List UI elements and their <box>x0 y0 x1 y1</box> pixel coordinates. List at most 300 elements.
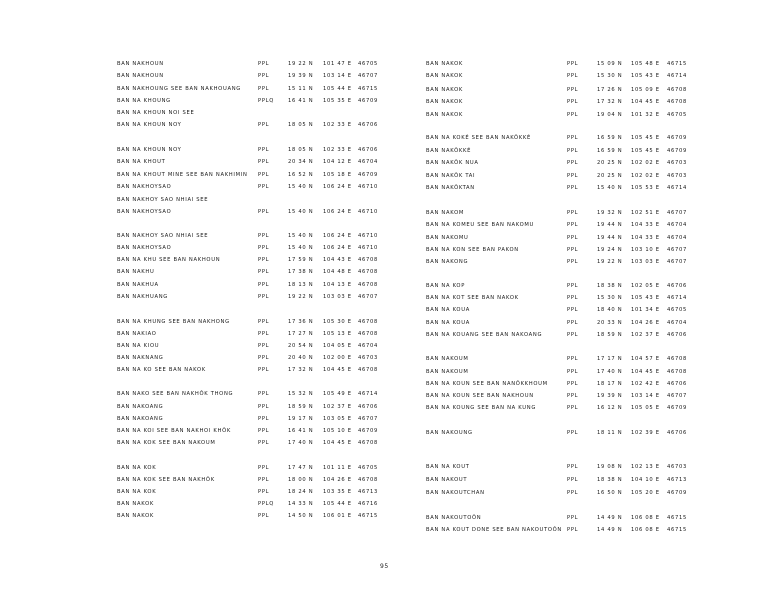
entry-name: BAN NAKHOYSAO <box>117 245 172 251</box>
entry-ref: 46703 <box>667 464 688 470</box>
entry-lon: 103 14 E <box>323 73 352 79</box>
entry-lat: 20 54 N <box>288 343 314 349</box>
entry-ref: 46708 <box>667 99 688 105</box>
entry-type: PPL <box>567 393 579 399</box>
entry-ref: 46707 <box>667 247 688 253</box>
entry-ref: 46715 <box>667 61 688 67</box>
entry-type: PPL <box>258 331 270 337</box>
entry-lat: 18 59 N <box>288 404 314 410</box>
entry-ref: 46714 <box>358 391 379 397</box>
entry-lat: 15 40 N <box>597 185 623 191</box>
entry-ref: 46706 <box>358 147 379 153</box>
entry-lat: 17 26 N <box>597 87 623 93</box>
entry-lon: 105 43 E <box>631 295 660 301</box>
entry-type: PPL <box>567 112 579 118</box>
entry-lon: 103 05 E <box>323 416 352 422</box>
entry-type: PPL <box>258 440 270 446</box>
entry-name: BAN NAKOK <box>426 112 463 118</box>
entry-lat: 15 40 N <box>288 184 314 190</box>
entry-lat: 19 17 N <box>288 416 314 422</box>
entry-ref: 46708 <box>358 367 379 373</box>
entry-name: BAN NA KOUT DONE SEE BAN NAKOUTOÔN <box>426 527 562 533</box>
entry-name: BAN NA KOI SEE BAN NAKHOI KHÔK <box>117 428 232 434</box>
entry-lat: 19 08 N <box>597 464 623 470</box>
entry-lon: 105 10 E <box>323 428 352 434</box>
entry-ref: 46706 <box>358 122 379 128</box>
entry-type: PPL <box>258 391 270 397</box>
entry-ref: 46710 <box>358 245 379 251</box>
entry-lat: 17 32 N <box>288 367 314 373</box>
entry-lat: 19 44 N <box>597 235 623 241</box>
entry-type: PPL <box>567 356 579 362</box>
entry-name: BAN NA KHOUNG <box>117 98 171 104</box>
entry-lon: 106 24 E <box>323 209 352 215</box>
entry-ref: 46705 <box>358 61 379 67</box>
entry-ref: 46708 <box>358 269 379 275</box>
entry-lat: 20 25 N <box>597 173 623 179</box>
entry-lon: 102 33 E <box>323 147 352 153</box>
entry-lat: 19 44 N <box>597 222 623 228</box>
entry-lat: 16 52 N <box>288 172 314 178</box>
entry-type: PPL <box>258 184 270 190</box>
entry-lat: 18 13 N <box>288 282 314 288</box>
entry-lon: 104 57 E <box>631 356 660 362</box>
entry-type: PPL <box>258 489 270 495</box>
entry-lat: 18 24 N <box>288 489 314 495</box>
entry-name: BAN NAKÔK TAI <box>426 173 476 179</box>
entry-ref: 46715 <box>667 527 688 533</box>
entry-type: PPL <box>567 73 579 79</box>
entry-name: BAN NA KOK <box>117 465 157 471</box>
entry-lon: 101 11 E <box>323 465 352 471</box>
entry-lat: 19 39 N <box>597 393 623 399</box>
entry-type: PPL <box>567 222 579 228</box>
entry-name: BAN NA KO SEE BAN NAKOK <box>117 367 206 373</box>
entry-lat: 15 40 N <box>288 209 314 215</box>
entry-ref: 46708 <box>667 369 688 375</box>
entry-type: PPL <box>258 269 270 275</box>
entry-ref: 46703 <box>667 173 688 179</box>
entry-name: BAN NA KON SEE BAN PAKON <box>426 247 519 253</box>
entry-lat: 14 49 N <box>597 527 623 533</box>
entry-type: PPL <box>567 259 579 265</box>
entry-type: PPL <box>258 73 270 79</box>
entry-name: BAN NAKOUTOÔN <box>426 515 482 521</box>
entry-lon: 104 43 E <box>323 257 352 263</box>
entry-name: BAN NAKOANG <box>117 416 164 422</box>
entry-lon: 104 05 E <box>323 343 352 349</box>
entry-lat: 15 30 N <box>597 73 623 79</box>
entry-name: BAN NA KHOUN NOY <box>117 122 182 128</box>
entry-type: PPL <box>258 477 270 483</box>
entry-lon: 104 33 E <box>631 222 660 228</box>
entry-lat: 18 40 N <box>597 307 623 313</box>
entry-ref: 46704 <box>667 235 688 241</box>
entry-name: BAN NA KOP <box>426 283 466 289</box>
entry-name: BAN NAKOK <box>117 501 154 507</box>
entry-ref: 46708 <box>358 282 379 288</box>
entry-lon: 104 45 E <box>631 99 660 105</box>
entry-lat: 14 49 N <box>597 515 623 521</box>
entry-name: BAN NAKHOY SAO NHIAI SEE <box>117 197 209 203</box>
entry-type: PPL <box>567 148 579 154</box>
entry-ref: 46715 <box>358 513 379 519</box>
entry-name: BAN NA KOT SEE BAN NAKOK <box>426 295 519 301</box>
entry-ref: 46706 <box>667 283 688 289</box>
entry-ref: 46703 <box>667 160 688 166</box>
entry-lon: 105 35 E <box>323 98 352 104</box>
entry-lon: 105 48 E <box>631 61 660 67</box>
entry-type: PPL <box>567 369 579 375</box>
entry-lon: 105 30 E <box>323 319 352 325</box>
entry-ref: 46707 <box>358 73 379 79</box>
entry-type: PPL <box>258 209 270 215</box>
entry-lon: 105 45 E <box>631 135 660 141</box>
entry-name: BAN NA KOUNG SEE BAN NA KUNG <box>426 405 537 411</box>
entry-name: BAN NA KHU SEE BAN NAKHOUN <box>117 257 221 263</box>
entry-type: PPL <box>567 490 579 496</box>
entry-lon: 105 05 E <box>631 405 660 411</box>
entry-ref: 46709 <box>358 98 379 104</box>
entry-type: PPL <box>567 283 579 289</box>
entry-type: PPL <box>567 210 579 216</box>
entry-lat: 15 40 N <box>288 245 314 251</box>
entry-type: PPL <box>258 513 270 519</box>
entry-lat: 15 11 N <box>288 86 314 92</box>
entry-name: BAN NAKHOUN <box>117 61 164 67</box>
entry-lon: 105 45 E <box>631 148 660 154</box>
entry-ref: 46707 <box>667 393 688 399</box>
entry-ref: 46704 <box>667 320 688 326</box>
entry-lat: 16 41 N <box>288 98 314 104</box>
entry-lon: 103 35 E <box>323 489 352 495</box>
entry-name: BAN NAKÔKTAN <box>426 185 475 191</box>
entry-type: PPL <box>567 515 579 521</box>
entry-lon: 102 33 E <box>323 122 352 128</box>
entry-ref: 46703 <box>358 355 379 361</box>
entry-name: BAN NA KIOU <box>117 343 160 349</box>
entry-lon: 102 05 E <box>631 283 660 289</box>
entry-type: PPL <box>258 159 270 165</box>
entry-lon: 104 45 E <box>323 367 352 373</box>
entry-lon: 102 00 E <box>323 355 352 361</box>
entry-name: BAN NAKHOUNG SEE BAN NAKHOUANG <box>117 86 241 92</box>
entry-type: PPL <box>567 307 579 313</box>
entry-type: PPL <box>567 295 579 301</box>
entry-ref: 46715 <box>358 86 379 92</box>
entry-lat: 17 17 N <box>597 356 623 362</box>
entry-lat: 17 36 N <box>288 319 314 325</box>
entry-lon: 101 34 E <box>631 307 660 313</box>
entry-type: PPL <box>258 61 270 67</box>
entry-type: PPL <box>258 233 270 239</box>
entry-name: BAN NAKIAO <box>117 331 157 337</box>
entry-type: PPL <box>258 355 270 361</box>
entry-lon: 103 10 E <box>631 247 660 253</box>
entry-type: PPLQ <box>258 98 275 104</box>
entry-name: BAN NAKHOUN <box>117 73 164 79</box>
entry-lon: 102 51 E <box>631 210 660 216</box>
entry-ref: 46708 <box>667 356 688 362</box>
entry-ref: 46709 <box>667 490 688 496</box>
entry-lon: 102 42 E <box>631 381 660 387</box>
entry-name: BAN NAKOUNG <box>426 430 473 436</box>
entry-lat: 18 00 N <box>288 477 314 483</box>
entry-type: PPL <box>258 147 270 153</box>
entry-lat: 18 38 N <box>597 477 623 483</box>
entry-lon: 106 24 E <box>323 233 352 239</box>
entry-name: BAN NAKOUM <box>426 369 469 375</box>
entry-type: PPL <box>258 294 270 300</box>
entry-name: BAN NA KHOUN NOI SEE <box>117 110 195 116</box>
entry-lon: 104 26 E <box>323 477 352 483</box>
entry-name: BAN NA KOUN SEE BAN NANÔKKHOUM <box>426 381 548 387</box>
entry-type: PPL <box>567 247 579 253</box>
entry-name: BAN NAKHUA <box>117 282 159 288</box>
entry-lat: 20 34 N <box>288 159 314 165</box>
entry-lat: 15 09 N <box>597 61 623 67</box>
entry-lon: 101 32 E <box>631 112 660 118</box>
entry-type: PPL <box>258 122 270 128</box>
entry-lat: 17 59 N <box>288 257 314 263</box>
entry-lon: 106 01 E <box>323 513 352 519</box>
entry-ref: 46706 <box>667 381 688 387</box>
entry-name: BAN NA KOK SEE BAN NAKHÔK <box>117 477 215 483</box>
entry-type: PPL <box>567 381 579 387</box>
entry-ref: 46707 <box>667 210 688 216</box>
entry-type: PPL <box>567 185 579 191</box>
entry-lon: 106 24 E <box>323 184 352 190</box>
entry-name: BAN NA KOK <box>117 489 157 495</box>
entry-lon: 104 12 E <box>323 159 352 165</box>
entry-type: PPL <box>567 173 579 179</box>
entry-type: PPL <box>258 257 270 263</box>
entry-type: PPL <box>258 367 270 373</box>
entry-name: BAN NA KHOUN NOY <box>117 147 182 153</box>
entry-ref: 46709 <box>358 172 379 178</box>
entry-name: BAN NAKNANG <box>117 355 164 361</box>
entry-type: PPL <box>567 320 579 326</box>
entry-ref: 46708 <box>358 319 379 325</box>
entry-lat: 18 59 N <box>597 332 623 338</box>
entry-type: PPLQ <box>258 501 275 507</box>
entry-type: PPL <box>258 86 270 92</box>
entry-lat: 20 33 N <box>597 320 623 326</box>
entry-ref: 46704 <box>358 159 379 165</box>
entry-ref: 46714 <box>667 295 688 301</box>
entry-lat: 16 59 N <box>597 135 623 141</box>
entry-lon: 102 13 E <box>631 464 660 470</box>
entry-name: BAN NA KOUN SEE BAN NAKHOUN <box>426 393 534 399</box>
entry-ref: 46709 <box>358 428 379 434</box>
entry-type: PPL <box>258 465 270 471</box>
entry-type: PPL <box>258 428 270 434</box>
entry-type: PPL <box>567 87 579 93</box>
entry-lon: 106 08 E <box>631 515 660 521</box>
entry-name: BAN NAKOK <box>426 99 463 105</box>
entry-lat: 20 40 N <box>288 355 314 361</box>
entry-lat: 17 47 N <box>288 465 314 471</box>
entry-name: BAN NA KHUNG SEE BAN NAKHONG <box>117 319 230 325</box>
entry-name: BAN NAKHOY SAO NHIAI SEE <box>117 233 209 239</box>
entry-name: BAN NAKHOYSAO <box>117 209 172 215</box>
entry-lon: 102 02 E <box>631 160 660 166</box>
page-number: 95 <box>380 563 389 570</box>
entry-name: BAN NA KOK SEE BAN NAKOUM <box>117 440 216 446</box>
entry-name: BAN NA KHOUT <box>117 159 166 165</box>
entry-ref: 46713 <box>358 489 379 495</box>
entry-lon: 105 18 E <box>323 172 352 178</box>
entry-lat: 19 24 N <box>597 247 623 253</box>
entry-lon: 103 14 E <box>631 393 660 399</box>
entry-lon: 105 53 E <box>631 185 660 191</box>
entry-name: BAN NAKOK <box>426 87 463 93</box>
entry-name: BAN NAKOANG <box>117 404 164 410</box>
entry-lat: 15 30 N <box>597 295 623 301</box>
entry-ref: 46716 <box>358 501 379 507</box>
entry-lat: 15 32 N <box>288 391 314 397</box>
entry-type: PPL <box>567 477 579 483</box>
entry-lon: 104 10 E <box>631 477 660 483</box>
entry-lon: 105 44 E <box>323 86 352 92</box>
entry-ref: 46708 <box>358 257 379 263</box>
entry-name: BAN NAKOK <box>426 73 463 79</box>
entry-ref: 46704 <box>667 222 688 228</box>
entry-lat: 16 59 N <box>597 148 623 154</box>
entry-ref: 46710 <box>358 184 379 190</box>
entry-name: BAN NA KOMEU SEE BAN NAKOMU <box>426 222 535 228</box>
entry-type: PPL <box>567 235 579 241</box>
entry-lon: 102 37 E <box>631 332 660 338</box>
entry-name: BAN NA KOUT <box>426 464 470 470</box>
entry-ref: 46706 <box>667 430 688 436</box>
entry-name: BAN NAKHU <box>117 269 155 275</box>
entry-ref: 46706 <box>358 404 379 410</box>
entry-name: BAN NAKHOYSAO <box>117 184 172 190</box>
entry-name: BAN NAKOM <box>426 210 465 216</box>
entry-lat: 17 40 N <box>288 440 314 446</box>
entry-lat: 19 22 N <box>288 294 314 300</box>
entry-type: PPL <box>567 61 579 67</box>
entry-lon: 105 49 E <box>323 391 352 397</box>
entry-name: BAN NAKOMU <box>426 235 469 241</box>
entry-name: BAN NA KOUANG SEE BAN NAKOANG <box>426 332 543 338</box>
entry-lat: 17 40 N <box>597 369 623 375</box>
entry-lon: 106 08 E <box>631 527 660 533</box>
entry-name: BAN NAKÔKKÉ <box>426 148 472 154</box>
entry-lat: 17 27 N <box>288 331 314 337</box>
entry-type: PPL <box>258 343 270 349</box>
entry-type: PPL <box>258 404 270 410</box>
entry-ref: 46705 <box>667 112 688 118</box>
entry-type: PPL <box>258 319 270 325</box>
entry-ref: 46708 <box>358 331 379 337</box>
entry-lat: 19 04 N <box>597 112 623 118</box>
entry-lon: 104 45 E <box>323 440 352 446</box>
entry-lat: 18 05 N <box>288 122 314 128</box>
entry-lon: 104 48 E <box>323 269 352 275</box>
entry-lat: 18 38 N <box>597 283 623 289</box>
entry-lat: 20 25 N <box>597 160 623 166</box>
entry-ref: 46709 <box>667 405 688 411</box>
entry-lon: 103 03 E <box>631 259 660 265</box>
entry-lat: 14 50 N <box>288 513 314 519</box>
entry-name: BAN NAKOK <box>426 61 463 67</box>
entry-name: BAN NAKOUM <box>426 356 469 362</box>
entry-lon: 104 13 E <box>323 282 352 288</box>
entry-ref: 46709 <box>667 148 688 154</box>
entry-lon: 105 13 E <box>323 331 352 337</box>
entry-lat: 19 22 N <box>288 61 314 67</box>
entry-lat: 17 32 N <box>597 99 623 105</box>
entry-name: BAN NA KOUA <box>426 307 470 313</box>
entry-name: BAN NAKONG <box>426 259 469 265</box>
entry-lon: 102 39 E <box>631 430 660 436</box>
entry-lat: 15 40 N <box>288 233 314 239</box>
entry-lat: 18 05 N <box>288 147 314 153</box>
entry-ref: 46709 <box>667 135 688 141</box>
entry-lon: 104 26 E <box>631 320 660 326</box>
entry-lon: 102 02 E <box>631 173 660 179</box>
entry-name: BAN NAKOK <box>117 513 154 519</box>
entry-type: PPL <box>258 416 270 422</box>
entry-ref: 46704 <box>358 343 379 349</box>
entry-lat: 19 39 N <box>288 73 314 79</box>
entry-type: PPL <box>258 172 270 178</box>
entry-name: BAN NA KHOUT MINE SEE BAN NAKHIMIN <box>117 172 248 178</box>
entry-type: PPL <box>567 160 579 166</box>
entry-lat: 18 11 N <box>597 430 623 436</box>
entry-lat: 18 17 N <box>597 381 623 387</box>
entry-ref: 46713 <box>667 477 688 483</box>
entry-ref: 46707 <box>358 416 379 422</box>
entry-type: PPL <box>567 332 579 338</box>
entry-type: PPL <box>258 282 270 288</box>
entry-ref: 46708 <box>358 477 379 483</box>
entry-name: BAN NAKOUT <box>426 477 468 483</box>
entry-ref: 46707 <box>358 294 379 300</box>
entry-lat: 19 22 N <box>597 259 623 265</box>
entry-name: BAN NAKÔK NUA <box>426 160 479 166</box>
entry-type: PPL <box>567 430 579 436</box>
entry-ref: 46706 <box>667 332 688 338</box>
entry-lon: 105 43 E <box>631 73 660 79</box>
entry-lon: 101 47 E <box>323 61 352 67</box>
entry-type: PPL <box>567 527 579 533</box>
entry-ref: 46705 <box>667 307 688 313</box>
entry-lat: 16 50 N <box>597 490 623 496</box>
entry-name: BAN NAKO SEE BAN NAKHÔK THONG <box>117 391 234 397</box>
entry-ref: 46714 <box>667 73 688 79</box>
entry-lat: 14 33 N <box>288 501 314 507</box>
entry-ref: 46714 <box>667 185 688 191</box>
entry-lat: 16 12 N <box>597 405 623 411</box>
entry-ref: 46710 <box>358 209 379 215</box>
entry-lon: 105 20 E <box>631 490 660 496</box>
entry-name: BAN NAKOUTCHAN <box>426 490 485 496</box>
entry-name: BAN NA KOKÉ SEE BAN NAKÔKKÉ <box>426 135 531 141</box>
entry-lon: 106 24 E <box>323 245 352 251</box>
entry-ref: 46710 <box>358 233 379 239</box>
entry-lon: 103 03 E <box>323 294 352 300</box>
entry-lon: 105 09 E <box>631 87 660 93</box>
entry-lon: 104 45 E <box>631 369 660 375</box>
entry-type: PPL <box>567 135 579 141</box>
entry-type: PPL <box>567 464 579 470</box>
entry-name: BAN NA KOUA <box>426 320 470 326</box>
entry-lat: 19 32 N <box>597 210 623 216</box>
entry-type: PPL <box>567 405 579 411</box>
